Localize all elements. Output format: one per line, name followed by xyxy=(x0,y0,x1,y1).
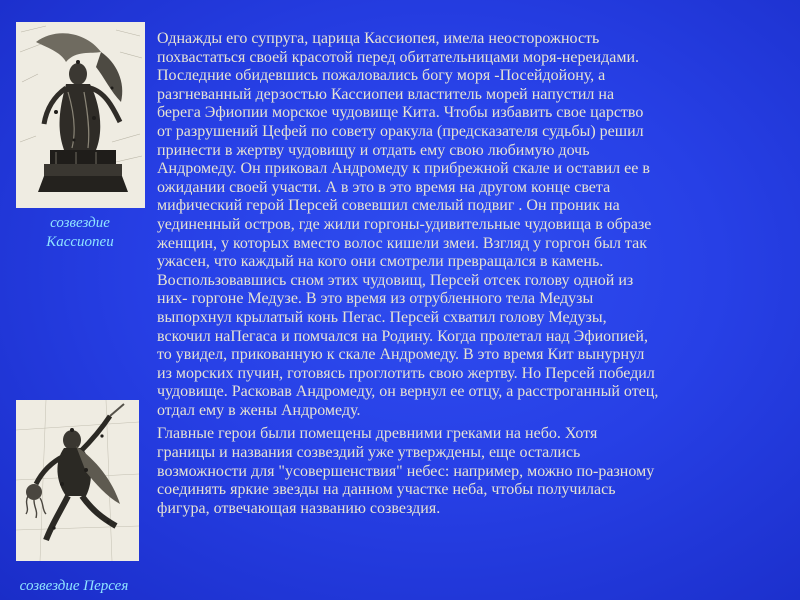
perseus-constellation-image xyxy=(16,400,139,561)
constellations-paragraph: Главные герои были помещены древними греками на небо. Хотя границы и названия созвездий уже утверждены, еще остались возможности для "усовершенствия" небес: например, можно по-разному соединять яркие звезды на данном участке неба, чтобы получилась фигура, отвечающая названию созвездия. xyxy=(157,425,655,517)
cassiopeia-caption: созвездие Кассиопеи xyxy=(46,215,114,250)
cassiopeia-constellation-image xyxy=(16,22,145,208)
cassiopeia-constellation-engraving-icon xyxy=(16,22,145,208)
perseus-caption: созвездие Персея xyxy=(19,578,129,594)
perseus-constellation-engraving-icon xyxy=(16,400,139,561)
myth-paragraph: Однажды его супруга, царица Кассиопея, имела неосторожность похвастаться своей красотой перед обитательницами моря-нереидами. Последние обидевшись пожаловались богу моря -Посейдойону, а разгневанный дерзостью Кассиопеи властитель морей напустил на берега Эфиопии морское чудовище Кита. Чтобы избавить свое царство от разрушений Цефей по совету оракула (предсказателя судьбы) решил принести в жертву чудовищу и отдать ему свою любимую дочь Андромеду. Он приковал Андромеду к прибрежной скале и оставил ее в ожидании своей участи. А в это в это время на другом конце света мифический герой Персей совевшил смелый подвиг . Он проник на уединенный остров, где жили горгоны-удивительные чудовища в образе женщин, у которых вместо волос кишели змеи. Взгляд у горгон был так ужасен, что каждый на кого они смотрели превращался в камень. Воспользовавшись сном этих чудовищ, Персей отсек голову одной из них- горгоне Медузе. В это время из отрубленного тела Медузы выпорхнул крылатый конь Пегас. Персей схватил голову Медузы, вскочил наПегаса и помчался на Родину. Когда пролетал над Эфиопией, то увидел, прикованную к скале Андромеду. В это время Кит вынурнул из морских пучин, готовясь проглотить свою жертву. Но Персей победил чудовище. Расковав Андромеду, он вернул ее отцу, а расстроганный отец, отдал ему в жены Андромеду. xyxy=(157,30,659,419)
myth-text-block xyxy=(157,30,782,518)
